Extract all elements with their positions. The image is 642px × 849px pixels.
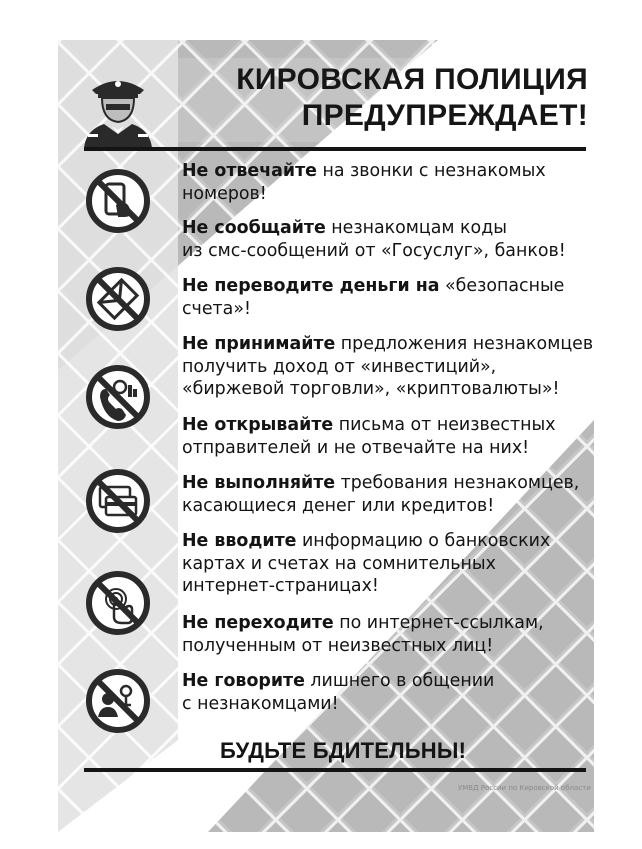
warning-text: информацию о банковских — [296, 531, 551, 551]
warning-bold: Не сообщайте — [182, 218, 326, 238]
warning-text: интернет-страницах! — [182, 576, 379, 596]
warning-bold: Не отвечайте — [182, 161, 317, 181]
warning-text: на звонки с незнакомых — [316, 161, 546, 181]
warning-text: предложения незнакомцев — [335, 334, 594, 354]
warning-text: отправителей и не отвечайте на них! — [182, 437, 530, 458]
police-officer-icon — [78, 68, 158, 148]
page-title — [236, 62, 588, 134]
card-prohibited-icon — [84, 467, 152, 535]
poster — [58, 40, 594, 832]
warning-item — [182, 670, 494, 715]
warning-text: номеров! — [182, 183, 267, 204]
warning-text: с незнакомцами! — [182, 693, 339, 714]
warning-bold: Не принимайте — [182, 334, 336, 354]
hacker-prohibited-icon — [84, 667, 152, 735]
warning-text: полученным от неизвестных лиц! — [182, 635, 494, 656]
phone-prohibited-icon — [84, 167, 152, 235]
source-caption: УМВД России по Кировской области — [458, 784, 591, 792]
warning-item — [182, 414, 555, 459]
warning-item — [182, 472, 579, 517]
warning-text: лишнего в общении — [304, 671, 495, 691]
warning-item — [182, 160, 546, 205]
warning-text: счета»! — [182, 298, 251, 319]
warning-bold: Не переходите — [182, 613, 334, 633]
warning-item — [182, 612, 544, 657]
warning-bold: Не открывайте — [182, 415, 334, 435]
investment-prohibited-icon — [84, 363, 152, 431]
footer-slogan: БУДЬТЕ БДИТЕЛЬНЫ! — [220, 738, 467, 763]
warning-bold: Не вводите — [182, 531, 297, 551]
warning-item — [182, 333, 593, 401]
warning-text: по интернет-ссылкам, — [333, 613, 544, 633]
footer-divider — [84, 768, 586, 772]
warning-text: из смс-сообщений от «Госуслуг», банков! — [182, 240, 566, 261]
warning-bold: Не выполняйте — [182, 473, 336, 493]
warning-text: требования незнакомцев, — [335, 473, 580, 493]
title-line-2: ПРЕДУПРЕЖДАЕТ! — [301, 99, 588, 132]
warning-text: незнакомцам коды — [325, 218, 507, 238]
warning-text: «биржевой торговли», «криптовалюты»! — [182, 379, 560, 399]
warning-text: получить доход от «инвестиций», — [182, 356, 497, 377]
warning-text: касающиеся денег или кредитов! — [182, 495, 495, 516]
header-divider — [84, 147, 586, 151]
fingerprint-prohibited-icon — [84, 569, 152, 637]
warning-item — [182, 275, 564, 320]
title-line-1: КИРОВСКАЯ ПОЛИЦИЯ — [236, 63, 588, 96]
envelope-prohibited-icon — [84, 265, 152, 333]
warning-bold: Не переводите деньги на — [182, 276, 440, 296]
warning-bold: Не говорите — [182, 671, 305, 691]
warning-text: картах и счетах на сомнительных — [182, 553, 496, 574]
warning-item — [182, 530, 550, 598]
warning-text: «безопасные — [439, 276, 565, 296]
warning-text: письма от неизвестных — [333, 415, 556, 435]
warning-item — [182, 217, 566, 262]
